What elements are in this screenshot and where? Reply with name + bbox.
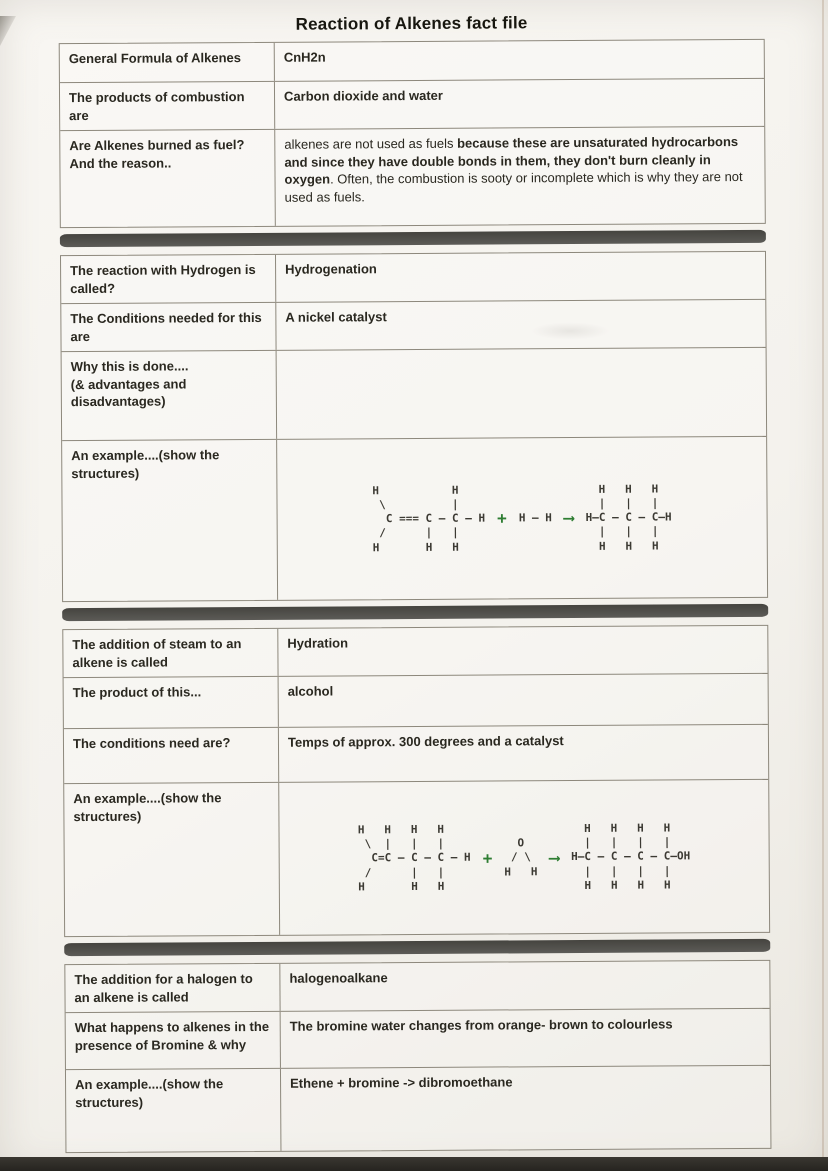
- row-label: An example....(show the structures): [62, 440, 278, 601]
- plus-sign: +: [482, 848, 493, 868]
- row-label: Are Alkenes burned as fuel? And the reason..: [60, 130, 276, 227]
- table-row: [65, 961, 769, 1013]
- row-value: Carbon dioxide and water: [283, 87, 443, 104]
- propane-structure: H H H | | | H—C — C — C—H | | | H H H: [585, 482, 672, 553]
- section-divider: [62, 604, 768, 621]
- table-row: [64, 674, 768, 729]
- row-label: The conditions need are?: [64, 728, 279, 783]
- table-halogenation: [64, 960, 771, 1153]
- answer-text-bold: because these are unsaturated hydrocarbons and since they have double bonds in them, they don't burn cleanly in oxygen: [284, 134, 739, 187]
- scan-bottom-edge: [0, 1157, 828, 1171]
- table-hydration: [62, 625, 770, 937]
- table-combustion: [59, 39, 766, 228]
- table-row: [64, 780, 769, 936]
- table-row: [61, 252, 765, 304]
- page-title: Reaction of Alkenes fact file: [295, 13, 528, 34]
- table-row: [61, 300, 765, 352]
- row-label: Why this is done.... (& advantages and disadvantages): [62, 351, 278, 440]
- table-row: [62, 437, 767, 601]
- table-row: [60, 40, 764, 83]
- row-value: [277, 437, 767, 600]
- reaction-arrow-icon: ⟶: [563, 508, 574, 528]
- butanol-structure: H H H H | | | | H—C — C — C — C—OH | | | | H H H H: [570, 821, 691, 892]
- section-divider: [64, 939, 770, 956]
- row-label: The products of combustion are: [60, 82, 275, 130]
- row-label: What happens to alkenes in the presence of Bromine & why: [66, 1012, 281, 1069]
- fact-file-document: [59, 12, 772, 1154]
- hydrogenation-structure-diagram: [372, 482, 672, 555]
- row-label: The Conditions needed for this are: [61, 303, 276, 351]
- row-value: halogenoalkane: [289, 970, 388, 987]
- answer-text: . Often, the combustion is sooty or incomplete which is why they are not used as fuels.: [284, 169, 743, 205]
- row-value: [279, 780, 769, 935]
- row-value: Hydration: [287, 635, 349, 652]
- page-corner-fold: [0, 16, 16, 46]
- row-label: The addition for a halogen to an alkene is called: [65, 964, 280, 1012]
- butene-structure: H H H H \ | | | C=C — C — C — H / | | H H H: [357, 822, 471, 894]
- row-value-empty: [277, 348, 767, 439]
- row-label: The reaction with Hydrogen is called?: [61, 255, 276, 303]
- row-label: The product of this...: [64, 677, 279, 728]
- propene-structure: H H \ | C === C — C — H / | | H H H: [372, 483, 486, 554]
- table-row: [63, 626, 767, 678]
- row-label: The addition of steam to an alkene is called: [63, 629, 278, 677]
- table-row: [66, 1066, 770, 1152]
- table-row: [62, 348, 767, 441]
- reaction-arrow-icon: ⟶: [549, 847, 560, 867]
- table-hydrogenation: [60, 251, 768, 602]
- row-value: Temps of approx. 300 degrees and a catalyst: [287, 733, 564, 751]
- table-row: [66, 1009, 770, 1070]
- row-value: Hydrogenation: [285, 261, 377, 277]
- row-value: A nickel catalyst: [285, 309, 387, 325]
- row-value: CnH2n: [283, 49, 326, 65]
- plus-sign: +: [497, 508, 507, 528]
- row-value: The bromine water changes from orange- brown to colourless: [289, 1016, 673, 1035]
- row-label: General Formula of Alkenes: [60, 43, 275, 82]
- row-label: An example....(show the structures): [66, 1069, 281, 1152]
- hydrogen-molecule: H — H: [518, 511, 552, 525]
- row-label: An example....(show the structures): [64, 783, 280, 936]
- table-row: [60, 127, 765, 227]
- row-value: alcohol: [287, 683, 334, 700]
- row-value: Ethene + bromine -> dibromoethane: [290, 1074, 513, 1092]
- water-molecule: O / \ H H: [504, 836, 538, 878]
- hydration-structure-diagram: [358, 821, 691, 895]
- table-row: [60, 79, 764, 131]
- row-value: [275, 127, 765, 226]
- answer-text: alkenes are not used as fuels: [284, 135, 458, 152]
- section-divider: [60, 230, 766, 247]
- scan-right-edge: [822, 0, 824, 1171]
- table-row: [64, 725, 768, 784]
